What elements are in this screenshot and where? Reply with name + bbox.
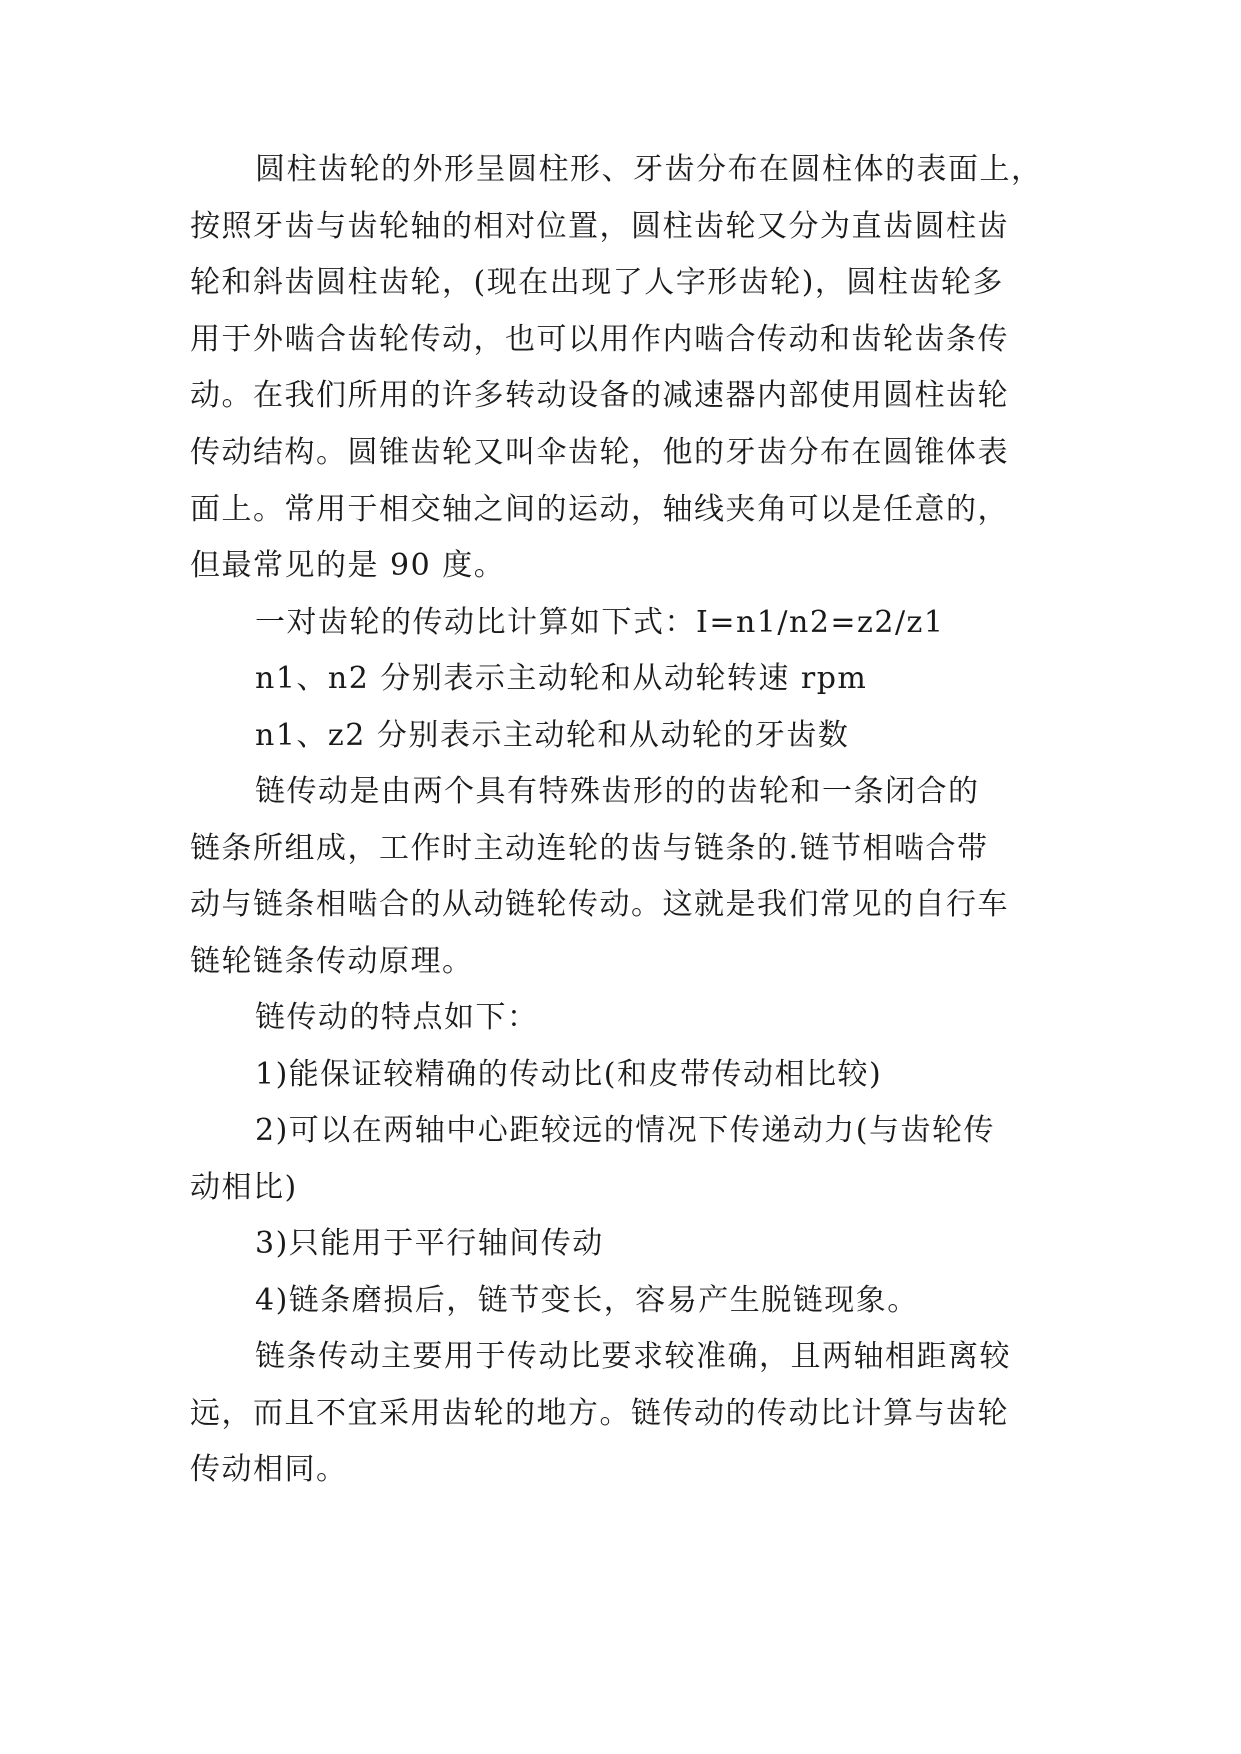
paragraph-2-line-3: 动与链条相啮合的从动链轮传动。这就是我们常见的自行车 xyxy=(190,887,1009,922)
feature-item-3: 3)只能用于平行轴间传动 xyxy=(255,1226,604,1261)
paragraph-2-line-4: 链轮链条传动原理。 xyxy=(190,944,474,979)
paragraph-3-line-2: 远，而且不宜采用齿轮的地方。链传动的传动比计算与齿轮 xyxy=(190,1396,1009,1431)
formula-line: 一对齿轮的传动比计算如下式：I=n1/n2=z2/z1 xyxy=(255,605,945,640)
feature-item-4: 4)链条磨损后，链节变长，容易产生脱链现象。 xyxy=(255,1283,919,1318)
paragraph-1-line-5: 动。在我们所用的许多转动设备的减速器内部使用圆柱齿轮 xyxy=(190,378,1009,413)
formula-note-teeth: n1、z2 分别表示主动轮和从动轮的牙齿数 xyxy=(255,718,850,753)
paragraph-2-line-2: 链条所组成，工作时主动连轮的齿与链条的.链节相啮合带 xyxy=(190,831,989,866)
paragraph-1-line-7: 面上。常用于相交轴之间的运动，轴线夹角可以是任意的， xyxy=(190,492,1009,527)
formula-note-speed: n1、n2 分别表示主动轮和从动轮转速 rpm xyxy=(255,661,868,696)
paragraph-1-line-1: 圆柱齿轮的外形呈圆柱形、牙齿分布在圆柱体的表面上， xyxy=(255,152,1043,187)
features-heading: 链传动的特点如下： xyxy=(255,1000,539,1035)
paragraph-1-line-2: 按照牙齿与齿轮轴的相对位置，圆柱齿轮又分为直齿圆柱齿 xyxy=(190,209,1009,244)
paragraph-3-line-1: 链条传动主要用于传动比要求较准确，且两轴相距离较 xyxy=(255,1339,1011,1374)
feature-item-2-continued: 动相比) xyxy=(190,1170,298,1205)
paragraph-2-line-1: 链传动是由两个具有特殊齿形的的齿轮和一条闭合的 xyxy=(255,774,980,809)
paragraph-1-line-8: 但最常见的是 90 度。 xyxy=(190,548,506,583)
paragraph-1-line-3: 轮和斜齿圆柱齿轮，(现在出现了人字形齿轮)，圆柱齿轮多 xyxy=(190,265,1004,300)
feature-item-2: 2)可以在两轴中心距较远的情况下传递动力(与齿轮传 xyxy=(255,1113,995,1148)
paragraph-3-line-3: 传动相同。 xyxy=(190,1452,348,1487)
feature-item-1: 1)能保证较精确的传动比(和皮带传动相比较) xyxy=(255,1057,883,1092)
paragraph-1-line-4: 用于外啮合齿轮传动，也可以用作内啮合传动和齿轮齿条传 xyxy=(190,322,1009,357)
paragraph-1-line-6: 传动结构。圆锥齿轮又叫伞齿轮，他的牙齿分布在圆锥体表 xyxy=(190,435,1009,470)
